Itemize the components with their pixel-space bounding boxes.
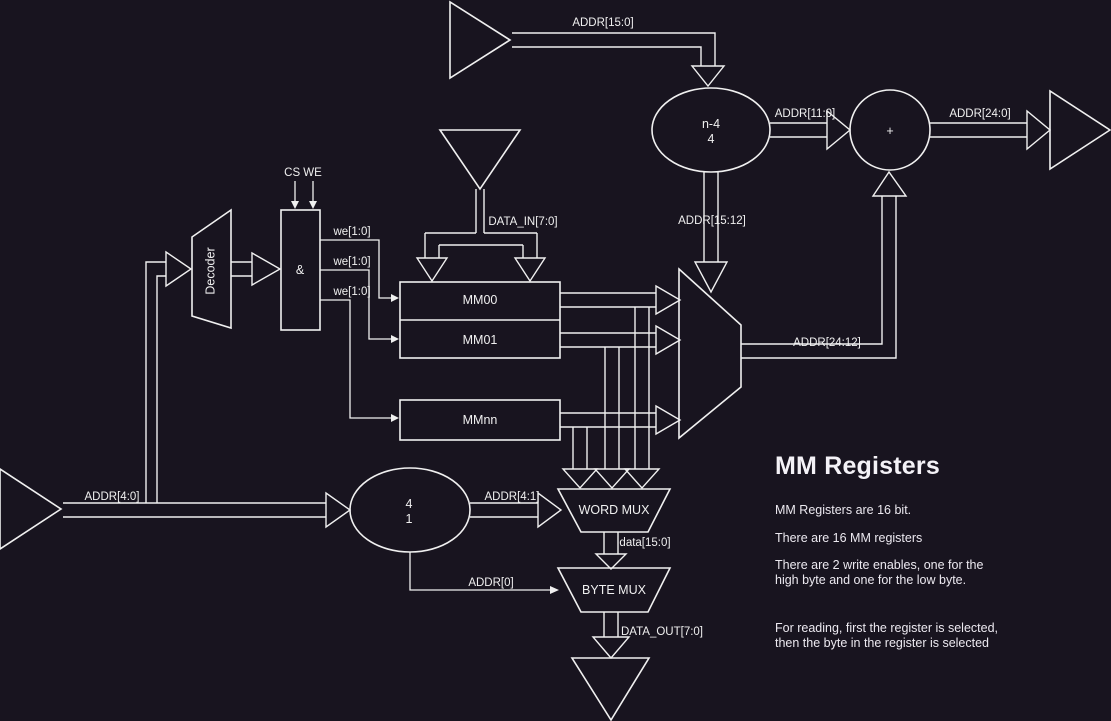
node-label-div41-top: 4 [405,497,413,511]
edge-addr-11-0[interactable] [770,108,850,149]
wire-arrowhead [391,294,399,302]
wire-arrowhead [391,335,399,343]
bus-inner-line [741,196,882,344]
edge-data-out[interactable] [593,612,703,658]
edge-label-addr-15-12: ADDR[15:12] [678,215,746,227]
port-in-data[interactable] [440,130,520,189]
wire-line [320,270,391,339]
edge-label-data-15-0: data[15:0] [619,537,671,549]
edge-label-data-out: DATA_OUT[7:0] [620,626,704,638]
edge-label-addr-4-1: ADDR[4:1] [484,491,540,503]
edge-bus-mm00-wordmux[interactable] [625,307,659,488]
bus-arrowhead [515,258,545,281]
notes-line-2: There are 16 MM registers [775,530,923,545]
node-label-n4: n-4 [701,117,721,131]
node-mmnn[interactable] [400,400,560,440]
node-mm-registers[interactable] [400,282,560,358]
node-label-and: & [295,263,305,277]
bus-arrowhead [596,554,626,569]
port-in-top[interactable] [450,2,510,78]
node-adder[interactable] [850,90,930,170]
edge-data-15-0[interactable] [596,532,671,569]
notes-line-3a: There are 2 write enables, one for the [775,558,984,572]
edge-decoder-in[interactable] [146,252,191,503]
node-and-gate[interactable] [281,210,320,330]
edge-label-we-c: we[1:0] [333,286,371,298]
bus-arrowhead [595,469,629,488]
node-decoder[interactable] [192,210,231,328]
edge-label-addr-0: ADDR[0] [468,577,514,589]
bus-outer-line [512,33,715,66]
notes-block [775,452,1085,663]
edge-addr-24-0[interactable] [930,108,1050,149]
bus-arrowhead [417,258,447,281]
bus-arrowhead [656,326,680,354]
bus-arrowhead [326,493,350,527]
bus-arrowhead [656,286,680,314]
triangle-port-icon [440,130,520,189]
node-label-decoder: Decoder [203,247,218,295]
notes-line-1: MM Registers are 16 bit. [775,503,912,517]
port-out-right[interactable] [1050,91,1110,169]
edge-addr-15-12[interactable] [678,172,746,292]
bus-arrowhead [166,252,191,286]
edge-addr-4-1[interactable] [470,491,561,527]
node-label-byte-mux: BYTE MUX [582,583,646,597]
bus-arrowhead [252,253,280,285]
port-out-bottom[interactable] [572,658,649,720]
node-label-mm00: MM00 [462,293,498,307]
node-word-mux[interactable] [558,489,670,532]
bus-inner-line [512,47,701,66]
edge-mm01-out[interactable] [560,326,680,354]
bus-arrowhead [873,172,906,196]
edge-label-we-b: we[1:0] [333,256,371,268]
edge-label-addr-4-0: ADDR[4:0] [84,491,140,503]
edge-addr-4-0[interactable] [63,491,350,527]
node-label-mm01: MM01 [462,333,498,347]
node-label-n4-sub: 4 [707,132,715,146]
edge-addr-24-12[interactable] [741,172,906,358]
mux-shape [679,269,741,438]
edge-data-in[interactable] [417,189,558,281]
edge-label-data-in: DATA_IN[7:0] [488,216,558,228]
notes-line-4a: For reading, first the register is selected, [775,621,999,635]
bus-outer-line [741,196,896,358]
edge-label-we-a: we[1:0] [333,226,371,238]
bus-arrowhead [692,66,724,86]
triangle-port-icon [572,658,649,720]
edge-addr-0[interactable] [410,552,559,594]
edge-we-mmnn[interactable] [320,286,399,422]
cs-arrowhead [291,201,299,209]
edge-label-addr-24-12: ADDR[24:12] [793,337,861,349]
bus-arrowhead [593,637,629,658]
bus-arrowhead [625,469,659,488]
port-in-left[interactable] [0,469,61,549]
wire-arrowhead [391,414,399,422]
bus-inner-line [157,276,166,503]
label-cs-we: CS WE [284,167,322,179]
node-addr-mux[interactable] [679,269,741,438]
edge-decoder-and[interactable] [231,253,280,285]
triangle-port-icon [1050,91,1110,169]
bus-arrowhead [563,469,597,488]
node-label-div41-bottom: 1 [405,512,413,526]
edge-label-addr-15-0: ADDR[15:0] [572,17,634,29]
node-label-mmnn: MMnn [462,413,498,427]
node-divider-41[interactable] [350,468,470,552]
notes-title: MM Registers [775,452,940,480]
wire-line [320,300,391,418]
notes-line-4b: then the byte in the register is selected [775,635,990,650]
bus-arrowhead [656,406,680,434]
triangle-port-icon [450,2,510,78]
node-byte-mux[interactable] [558,568,670,612]
bus-arrowhead [538,493,561,527]
wire-arrowhead [550,586,559,594]
edge-label-addr-11-0: ADDR[11:0] [774,108,836,120]
edge-addr-15-0[interactable] [512,17,724,86]
edge-label-addr-24-0: ADDR[24:0] [949,108,1011,120]
triangle-port-icon [0,469,61,549]
node-label-word-mux: WORD MUX [578,503,650,517]
node-n-4[interactable] [652,88,770,172]
bus-outer-line [146,262,166,503]
edge-mmnn-out[interactable] [560,406,680,434]
cs-we-inputs[interactable] [284,167,322,209]
edge-mm00-out[interactable] [560,286,680,314]
notes-line-4 [775,621,1085,650]
we-arrowhead [309,201,317,209]
notes-line-3 [775,558,1085,587]
edge-bus-mmnn-wordmux[interactable] [563,427,597,488]
notes-line-3b: high byte and one for the low byte. [775,572,967,587]
node-label-plus: + [886,124,894,138]
edge-bus-mm01-wordmux[interactable] [595,347,629,488]
bus-arrowhead [1027,111,1050,149]
